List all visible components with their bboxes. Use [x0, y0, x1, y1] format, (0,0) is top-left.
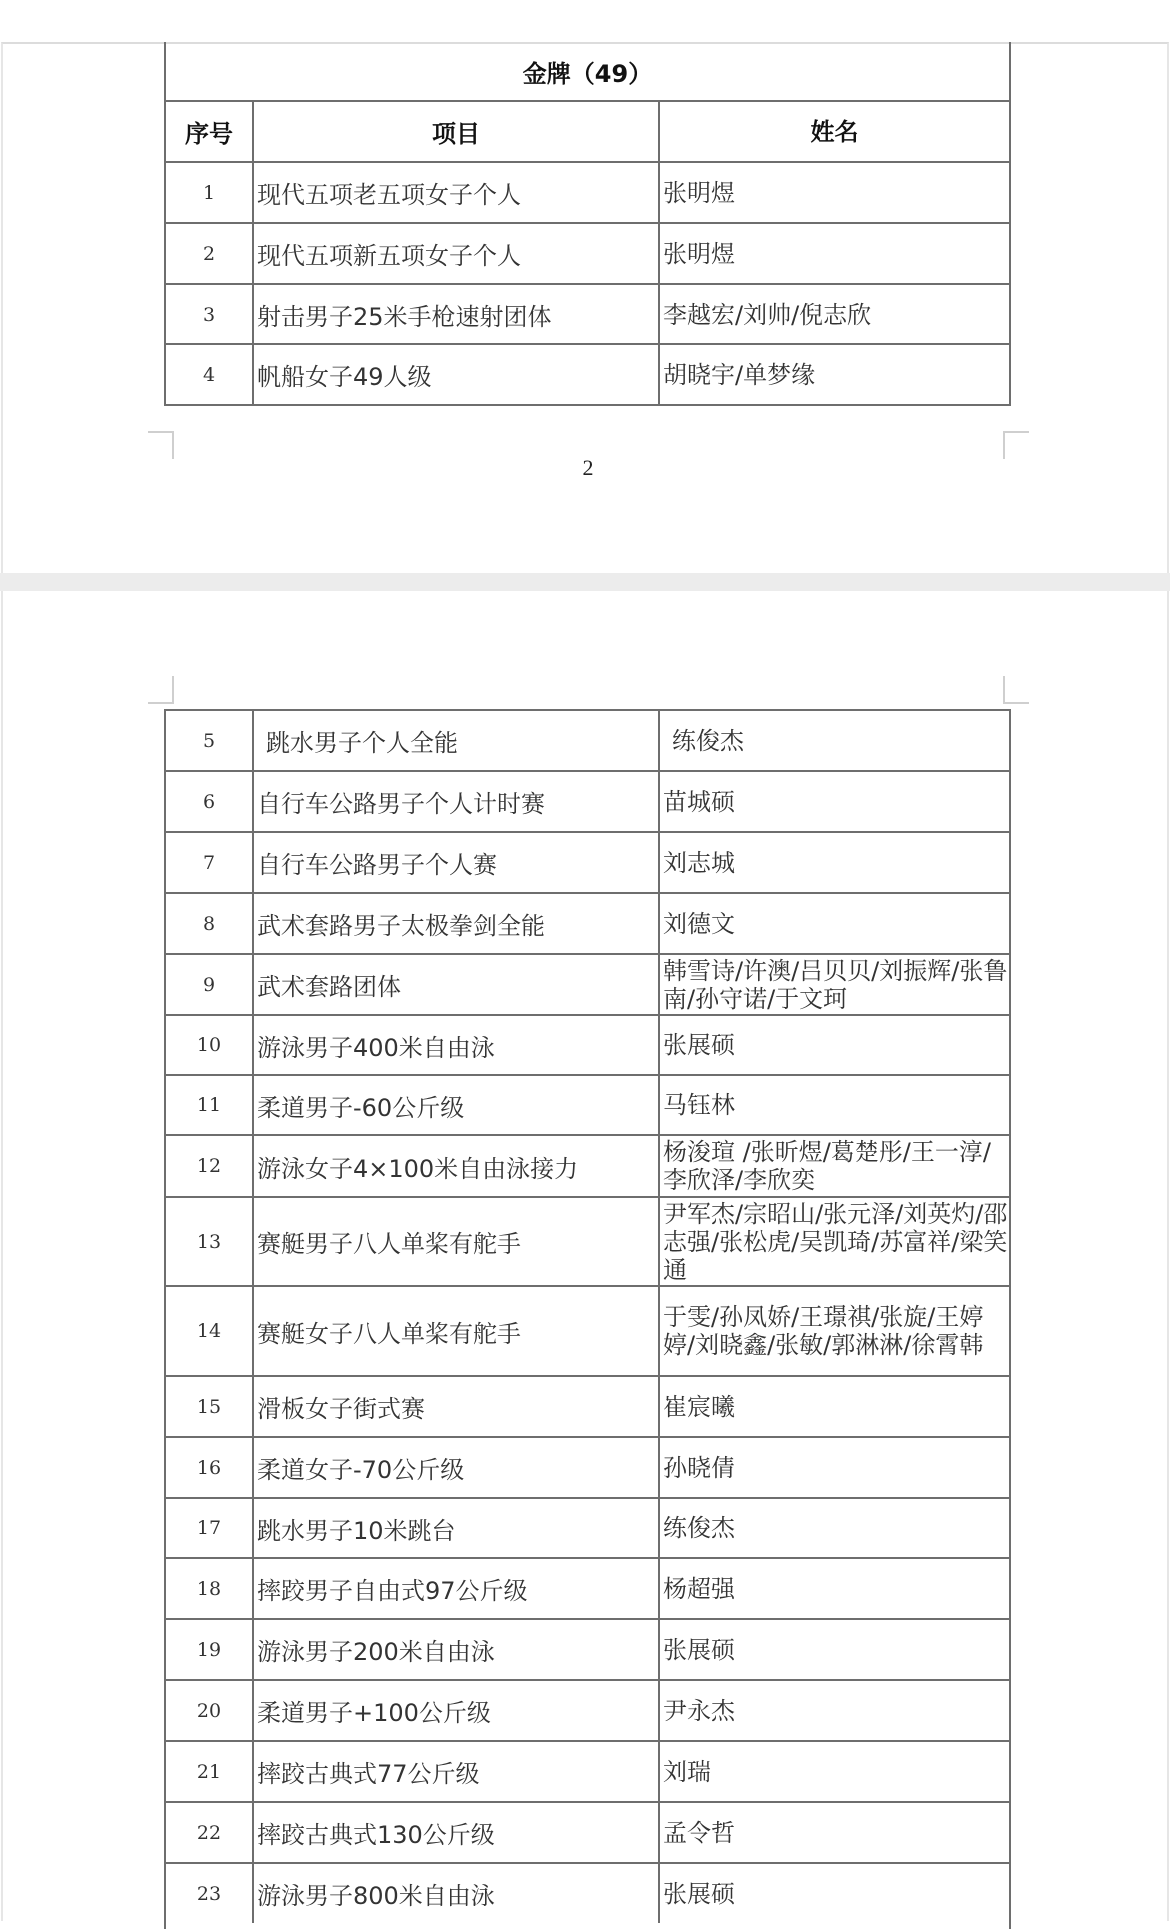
row-index: 10 — [166, 1016, 254, 1074]
table-title: 金牌（49） — [522, 59, 653, 88]
table-row — [166, 161, 1009, 222]
table-row — [166, 343, 1009, 406]
row-event: 柔道男子-60公斤级 — [254, 1076, 660, 1134]
row-name: 张明煜 — [663, 178, 735, 207]
row-index: 21 — [166, 1742, 254, 1801]
table-row — [166, 283, 1009, 344]
table-row — [166, 770, 1009, 831]
row-index: 7 — [166, 833, 254, 892]
row-index: 11 — [166, 1076, 254, 1134]
row-index: 23 — [166, 1864, 254, 1923]
row-name: 孟令哲 — [663, 1818, 735, 1847]
row-index: 4 — [166, 345, 254, 404]
row-index: 19 — [166, 1620, 254, 1679]
table-row — [166, 1497, 1009, 1557]
table-row — [166, 831, 1009, 892]
row-name: 韩雪诗/许澳/吕贝贝/刘振辉/张鲁南/孙守诺/于文珂 — [663, 956, 1008, 1013]
header-index: 序号 — [166, 102, 254, 161]
row-event: 帆船女子49人级 — [254, 345, 660, 404]
table-row — [166, 709, 1009, 770]
table-row — [166, 1679, 1009, 1740]
row-event: 摔跤古典式130公斤级 — [254, 1803, 660, 1862]
row-name: 杨浚瑄 /张昕煜/葛楚彤/王一淳/李欣泽/李欣奕 — [663, 1138, 991, 1194]
row-name: 尹永杰 — [663, 1696, 735, 1725]
row-event: 滑板女子街式赛 — [254, 1377, 660, 1436]
row-index: 16 — [166, 1438, 254, 1497]
table-row — [166, 1436, 1009, 1497]
row-name: 于雯/孙凤娇/王璟祺/张旋/王婷婷/刘晓鑫/张敏/郭淋淋/徐霄韩 — [663, 1303, 984, 1359]
table-row — [166, 222, 1009, 283]
table-row — [166, 1014, 1009, 1074]
row-index: 2 — [166, 224, 254, 283]
row-name: 李越宏/刘帅/倪志欣 — [663, 300, 872, 329]
row-name: 胡晓宇/单梦缘 — [663, 360, 816, 389]
row-event: 现代五项老五项女子个人 — [254, 163, 660, 222]
row-name: 崔宸曦 — [663, 1392, 735, 1421]
row-event: 游泳女子4×100米自由泳接力 — [254, 1136, 660, 1196]
row-name: 刘志城 — [663, 848, 735, 877]
row-event: 摔跤男子自由式97公斤级 — [254, 1559, 660, 1618]
row-event: 游泳男子200米自由泳 — [254, 1620, 660, 1679]
table-row — [166, 1557, 1009, 1618]
crop-mark-bottom-right — [1003, 431, 1029, 459]
row-event: 柔道女子-70公斤级 — [254, 1438, 660, 1497]
row-name: 马钰林 — [663, 1091, 735, 1119]
row-name: 尹军杰/宗昭山/张元泽/刘英灼/邵志强/张松虎/吴凯琦/苏富祥/梁笑通 — [663, 1199, 1008, 1284]
row-index: 13 — [166, 1198, 254, 1285]
header-name: 姓名 — [810, 117, 859, 146]
table-header-row — [166, 100, 1009, 161]
table-row — [166, 1196, 1009, 1285]
row-index: 1 — [166, 163, 254, 222]
row-name: 张展硕 — [663, 1635, 735, 1664]
row-event: 自行车公路男子个人赛 — [254, 833, 660, 892]
table-row — [166, 1740, 1009, 1801]
row-index: 20 — [166, 1681, 254, 1740]
row-name: 张明煜 — [663, 239, 735, 268]
row-index: 3 — [166, 285, 254, 344]
row-event: 射击男子25米手枪速射团体 — [254, 285, 660, 344]
table-row — [166, 1618, 1009, 1679]
gold-medal-table-part-1 — [164, 42, 1011, 406]
table-title-row — [166, 42, 1009, 100]
table-row — [166, 1134, 1009, 1196]
table-row — [166, 1862, 1009, 1923]
row-name: 刘德文 — [663, 909, 735, 938]
page-separator — [0, 573, 1170, 591]
row-index: 9 — [166, 955, 254, 1014]
row-event: 武术套路男子太极拳剑全能 — [254, 894, 660, 953]
header-event: 项目 — [254, 102, 660, 161]
row-event: 赛艇男子八人单桨有舵手 — [254, 1198, 660, 1285]
row-name: 练俊杰 — [663, 1514, 735, 1542]
table-row — [166, 1074, 1009, 1134]
row-index: 14 — [166, 1287, 254, 1375]
row-event: 游泳男子800米自由泳 — [254, 1864, 660, 1923]
row-index: 8 — [166, 894, 254, 953]
gold-medal-table-part-2 — [164, 709, 1011, 1929]
table-row — [166, 953, 1009, 1014]
row-event: 自行车公路男子个人计时赛 — [254, 772, 660, 831]
row-event: 现代五项新五项女子个人 — [254, 224, 660, 283]
row-event: 游泳男子400米自由泳 — [254, 1016, 660, 1074]
row-name: 张展硕 — [663, 1031, 735, 1059]
row-index: 22 — [166, 1803, 254, 1862]
table-row — [166, 1285, 1009, 1375]
row-index: 15 — [166, 1377, 254, 1436]
row-name: 张展硕 — [663, 1879, 735, 1908]
row-event: 武术套路团体 — [254, 955, 660, 1014]
page-number: 2 — [582, 455, 594, 480]
row-event: 跳水男子10米跳台 — [254, 1499, 660, 1557]
table-row — [166, 1801, 1009, 1862]
table-row — [166, 892, 1009, 953]
row-index: 6 — [166, 772, 254, 831]
row-index: 5 — [166, 711, 254, 770]
crop-mark-top-left — [148, 676, 174, 704]
row-event: 跳水男子个人全能 — [254, 711, 660, 770]
row-name: 孙晓倩 — [663, 1453, 735, 1482]
row-event: 摔跤古典式77公斤级 — [254, 1742, 660, 1801]
crop-mark-bottom-left — [148, 431, 174, 459]
row-name: 苗城硕 — [663, 787, 735, 816]
row-index: 12 — [166, 1136, 254, 1196]
row-index: 17 — [166, 1499, 254, 1557]
row-event: 柔道男子+100公斤级 — [254, 1681, 660, 1740]
row-name: 杨超强 — [663, 1574, 735, 1603]
row-name: 刘瑞 — [663, 1757, 711, 1786]
row-name: 练俊杰 — [672, 726, 744, 755]
crop-mark-top-right — [1003, 676, 1029, 704]
row-index: 18 — [166, 1559, 254, 1618]
row-event: 赛艇女子八人单桨有舵手 — [254, 1287, 660, 1375]
table-row — [166, 1375, 1009, 1436]
